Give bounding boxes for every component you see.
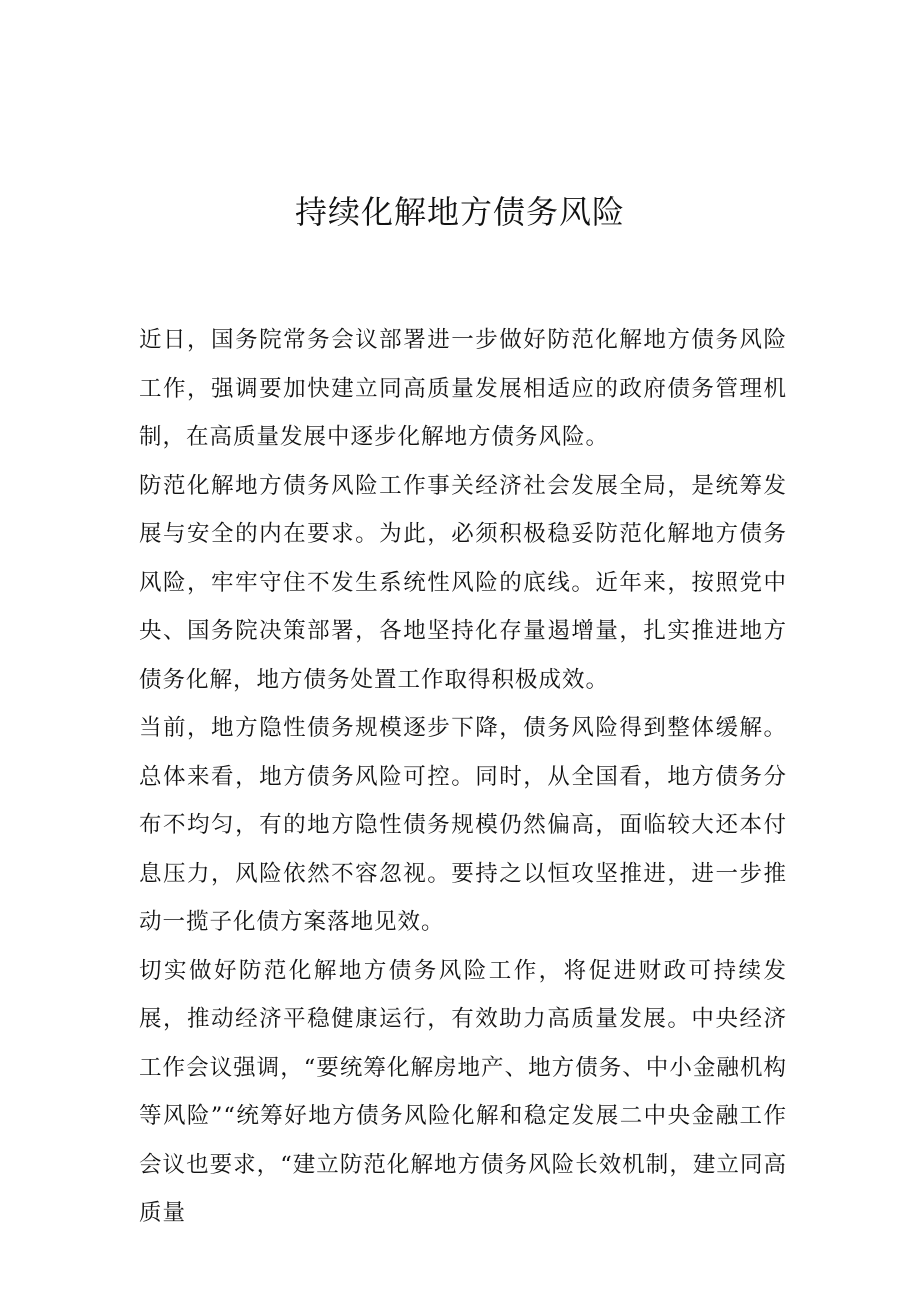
paragraph-2: 防范化解地方债务风险工作事关经济社会发展全局，是统筹发展与安全的内在要求。为此，必须积极稳妥防范化解地方债务风险，牢牢守住不发生系统性风险的底线。近年来，按照党中央、国务院决策部署，各地坚持化存量遏增量，扎实推进地方债务化解，地方债务处置工作取得积极成效。 <box>139 472 787 693</box>
document-body <box>139 316 787 1238</box>
document-title: 持续化解地方债务风险 <box>294 193 625 231</box>
paragraph-3: 当前，地方隐性债务规模逐步下降，债务风险得到整体缓解。总体来看，地方债务风险可控。同时，从全国看，地方债务分布不均匀，有的地方隐性债务规模仍然偏高，面临较大还本付息压力，风险依然不容忽视。要持之以恒攻坚推进，进一步推动一揽子化债方案落地见效。 <box>139 715 787 935</box>
paragraph-1: 近日，国务院常务会议部署进一步做好防范化解地方债务风险工作，强调要加快建立同高质量发展相适应的政府债务管理机制，在高质量发展中逐步化解地方债务风险。 <box>139 327 787 450</box>
paragraph-4: 切实做好防范化解地方债务风险工作，将促进财政可持续发展，推动经济平稳健康运行，有效助力高质量发展。中央经济工作会议强调，“要统筹化解房地产、地方债务、中小金融机构等风险”“统筹好地方债务风险化解和稳定发展二中央金融工作会议也要求，“建立防范化解地方债务风险长效机制，建立同高质量 <box>139 957 787 1226</box>
